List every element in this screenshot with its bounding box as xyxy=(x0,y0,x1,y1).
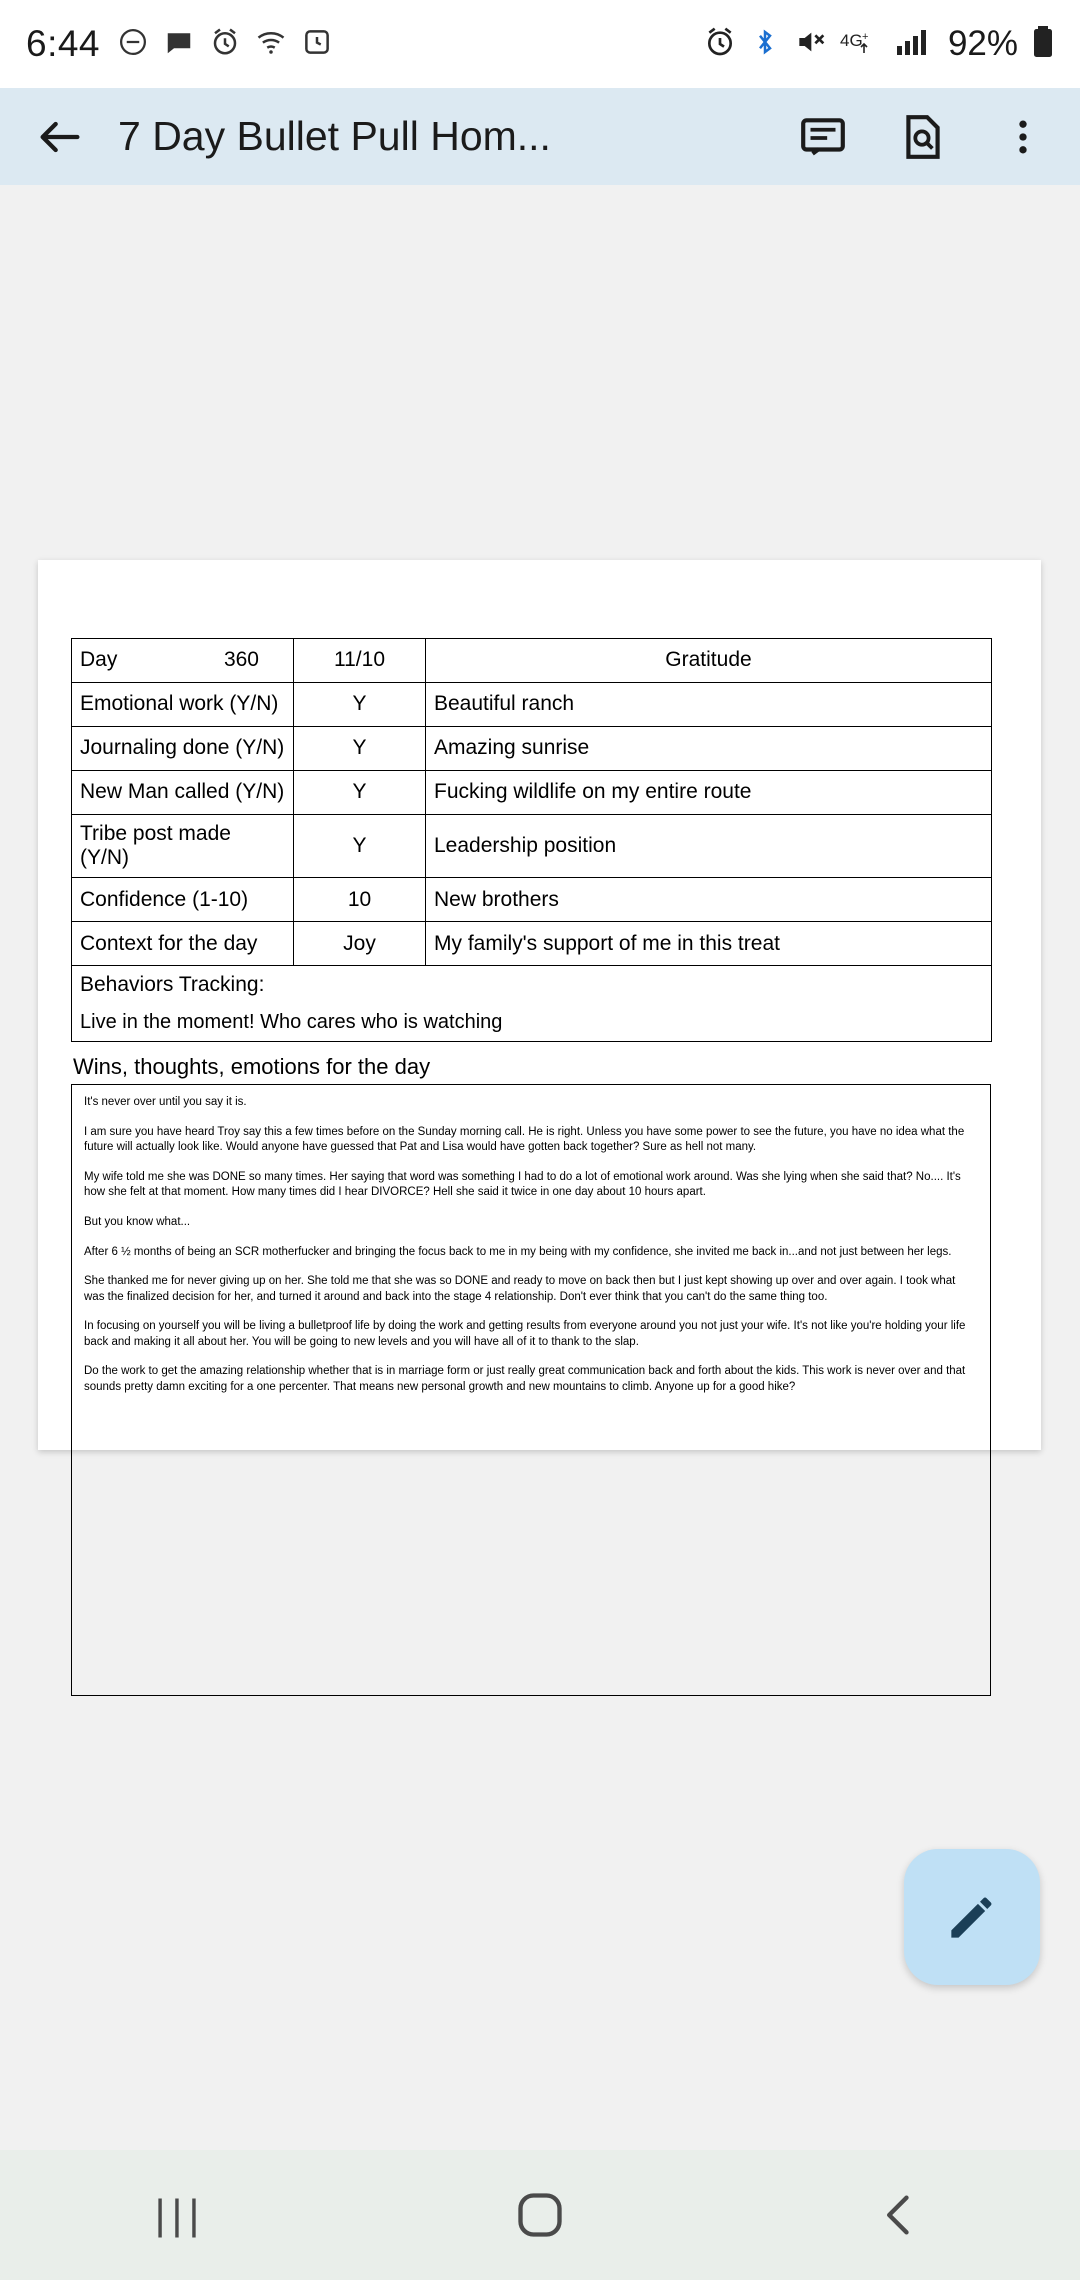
wins-section-title: Wins, thoughts, emotions for the day xyxy=(73,1054,431,1080)
row-label: Tribe post made (Y/N) xyxy=(72,815,294,878)
app-bar xyxy=(0,88,1080,185)
document-canvas[interactable] xyxy=(0,185,1080,2150)
alarm-icon xyxy=(210,27,240,62)
row-label: New Man called (Y/N) xyxy=(72,771,294,815)
signal-bars-icon xyxy=(896,26,930,63)
document-search-icon[interactable] xyxy=(894,108,952,166)
document-page[interactable] xyxy=(38,560,1041,1450)
day-number: 360 xyxy=(223,648,259,672)
svg-text:+: + xyxy=(861,30,869,43)
page-title: 7 Day Bullet Pull Hom... xyxy=(118,113,551,159)
row-value: 10 xyxy=(294,878,426,922)
battery-percent-label: 92% xyxy=(947,24,1018,63)
row-value: Joy xyxy=(294,922,426,966)
row-label: Emotional work (Y/N) xyxy=(72,683,294,727)
row-value: Y xyxy=(294,815,426,878)
day-cell xyxy=(72,639,294,683)
svg-text:4G: 4G xyxy=(839,30,863,50)
status-left-icons xyxy=(118,27,332,62)
table-row-header xyxy=(72,639,992,683)
row-gratitude: Leadership position xyxy=(426,815,992,878)
mute-icon xyxy=(794,26,826,63)
behaviors-cell xyxy=(72,966,992,1042)
back-button[interactable] xyxy=(840,2155,960,2275)
document-content xyxy=(71,638,991,1696)
chat-bubble-icon xyxy=(164,27,194,62)
row-value: Y xyxy=(294,771,426,815)
row-value: Y xyxy=(294,727,426,771)
row-gratitude: Beautiful ranch xyxy=(426,683,992,727)
status-bar xyxy=(0,0,1080,88)
row-label: Context for the day xyxy=(72,922,294,966)
do-not-disturb-icon xyxy=(118,27,148,62)
overflow-menu-icon[interactable] xyxy=(994,108,1052,166)
behaviors-title: Behaviors Tracking: xyxy=(80,973,265,997)
row-gratitude: Fucking wildlife on my entire route xyxy=(426,771,992,815)
row-value: Y xyxy=(294,683,426,727)
alarm-icon xyxy=(704,26,736,63)
timer-icon xyxy=(302,27,332,62)
wins-paragraph: But you know what... xyxy=(84,1216,191,1228)
table-row xyxy=(72,922,992,966)
recents-label: ||| xyxy=(154,2191,206,2238)
date-cell: 11/10 xyxy=(294,639,426,683)
wins-paragraph: It's never over until you say it is. xyxy=(84,1096,247,1109)
behaviors-text: Live in the moment! Who cares who is watching xyxy=(80,1011,503,1034)
table-row xyxy=(72,878,992,922)
edit-pencil-button[interactable] xyxy=(904,1849,1040,1985)
table-row xyxy=(72,683,992,727)
gratitude-header: Gratitude xyxy=(426,639,992,683)
daily-tracking-table xyxy=(71,638,992,1042)
wins-paragraph: Do the work to get the amazing relationship whether that is in marriage form or just really great communication back and forth about the kids. This work is never over and that sounds pretty damn exciting for a one percenter. That means new personal growth and new mountains to climb. Anyone up for a good hike? xyxy=(84,1365,966,1393)
row-gratitude: New brothers xyxy=(426,878,992,922)
system-nav-bar xyxy=(0,2150,1080,2280)
status-right-icons xyxy=(704,24,1054,64)
back-button[interactable] xyxy=(28,105,92,169)
table-row xyxy=(72,727,992,771)
pencil-icon xyxy=(941,1886,1003,1948)
home-button[interactable] xyxy=(480,2155,600,2275)
wins-text-box xyxy=(71,1084,991,1696)
row-label: Journaling done (Y/N) xyxy=(72,727,294,771)
battery-icon xyxy=(1032,25,1054,64)
wins-paragraph: She thanked me for never giving up on her. She told me that she was so DONE and ready to move on back then but I just kept showing up over and over again. I took what was the finalized decision for her, and turned it around and back into the stage 4 relationship. Don't ever think that you can't do the same thing too. xyxy=(84,1275,956,1303)
comment-icon[interactable] xyxy=(794,108,852,166)
4g-plus-icon xyxy=(840,26,882,63)
day-label: Day xyxy=(80,648,118,672)
table-row-behaviors xyxy=(72,966,992,1042)
table-row xyxy=(72,771,992,815)
table-row xyxy=(72,815,992,878)
wins-paragraph: After 6 ½ months of being an SCR motherfucker and bringing the focus back to me in my being with my confidence, she invited me back in...and not just between her legs. xyxy=(84,1245,952,1258)
bluetooth-icon xyxy=(750,26,780,63)
wins-paragraph: In focusing on yourself you will be living a bulletproof life by doing the work and getting results from everyone around you not just your wife. It's not like you're holding your life back and making it all about her. You will be going to new levels and you will have all of it to thank to the slap. xyxy=(84,1320,966,1348)
app-bar-actions xyxy=(794,108,1052,166)
row-gratitude: Amazing sunrise xyxy=(426,727,992,771)
wifi-icon xyxy=(256,27,286,62)
wins-paragraph: My wife told me she was DONE so many times. Her saying that word was something I had to do a lot of emotional work around. Was she lying when she said that? No.... It's how she felt at that moment. How many times did I hear DIVORCE? Hell she said it twice in one day about 10 hours apart. xyxy=(84,1170,961,1199)
recents-button[interactable] xyxy=(120,2155,240,2275)
row-label: Confidence (1-10) xyxy=(72,878,294,922)
wins-paragraph: I am sure you have heard Troy say this a few times before on the Sunday morning call. He is right. Unless you have some power to see the future, you have no idea what the future will actually look like. Would anyone have guessed that Pat and Lisa would have gotten back together? Sure as hell not many. xyxy=(84,1125,965,1154)
status-time: 6:44 xyxy=(26,23,101,64)
row-gratitude: My family's support of me in this treat xyxy=(426,922,992,966)
